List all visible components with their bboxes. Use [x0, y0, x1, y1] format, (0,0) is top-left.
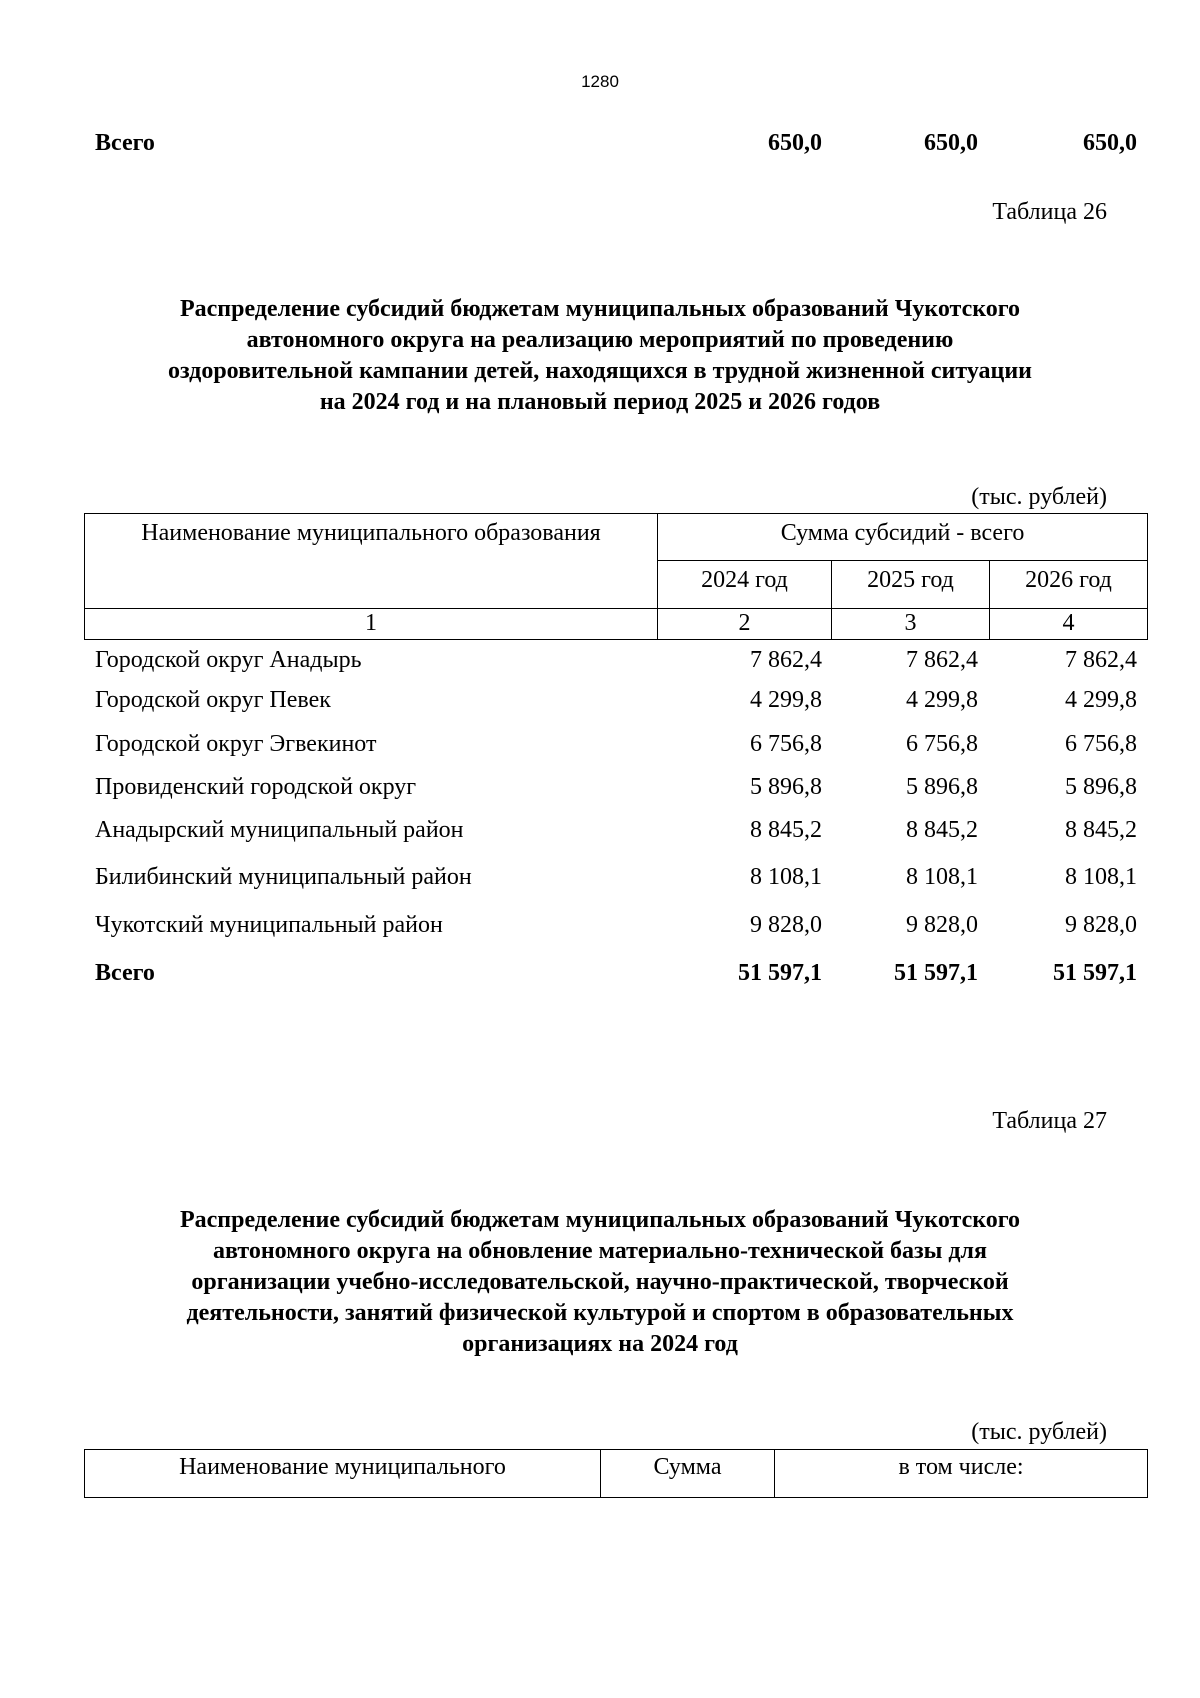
- col-number-1: 1: [85, 609, 658, 640]
- title-line: автономного округа на реализацию мероприятий по проведению: [246, 327, 954, 353]
- total-2025: 51 597,1: [894, 960, 978, 986]
- row-value-2026: 4 299,8: [1065, 687, 1137, 713]
- row-value-2026: 7 862,4: [1065, 647, 1137, 673]
- row-value-2025: 7 862,4: [906, 647, 978, 673]
- table-26-title: [80, 294, 1120, 418]
- title-line: организациях на 2024 год: [462, 1331, 738, 1357]
- header-year-2024: 2024 год: [658, 561, 832, 609]
- row-name: Городской округ Певек: [95, 687, 331, 713]
- col-number-4: 4: [990, 609, 1148, 640]
- row-name: Провиденский городской округ: [95, 774, 417, 800]
- table-26-label: Таблица 26: [992, 199, 1107, 225]
- row-value-2026: 9 828,0: [1065, 912, 1137, 938]
- row-name: Анадырский муниципальный район: [95, 817, 464, 843]
- table-26-header: [84, 513, 1148, 640]
- header-name: Наименование муниципального образования: [85, 514, 658, 609]
- prev-total-label: Всего: [95, 130, 155, 156]
- total-2024: 51 597,1: [738, 960, 822, 986]
- row-value-2026: 8 845,2: [1065, 817, 1137, 843]
- title-line: организации учебно-исследовательской, научно-практической, творческой: [191, 1269, 1009, 1295]
- header-including: в том числе:: [775, 1450, 1148, 1498]
- row-value-2024: 8 108,1: [750, 864, 822, 890]
- row-value-2025: 8 108,1: [906, 864, 978, 890]
- prev-total-2025: 650,0: [924, 130, 978, 156]
- table-26-units: (тыс. рублей): [971, 484, 1107, 510]
- row-value-2024: 4 299,8: [750, 687, 822, 713]
- table-27-label: Таблица 27: [992, 1108, 1107, 1134]
- header-year-2025: 2025 год: [832, 561, 990, 609]
- row-value-2025: 8 845,2: [906, 817, 978, 843]
- row-value-2026: 8 108,1: [1065, 864, 1137, 890]
- page-number: 1280: [581, 72, 619, 91]
- title-line: автономного округа на обновление материально-технической базы для: [213, 1238, 987, 1264]
- table-27-header: [84, 1449, 1148, 1498]
- title-line: Распределение субсидий бюджетам муниципальных образований Чукотского: [179, 1207, 1021, 1233]
- table-27-title: [80, 1205, 1120, 1360]
- title-line: на 2024 год и на плановый период 2025 и 2026 годов: [319, 389, 881, 415]
- title-line: Распределение субсидий бюджетам муниципальных образований Чукотского: [179, 296, 1021, 322]
- header-sum: Сумма субсидий - всего: [658, 514, 1148, 561]
- header-name: Наименование муниципального: [85, 1450, 601, 1498]
- row-value-2025: 6 756,8: [906, 731, 978, 757]
- title-line: оздоровительной кампании детей, находящихся в трудной жизненной ситуации: [167, 358, 1033, 384]
- row-name: Городской округ Анадырь: [95, 647, 362, 673]
- total-2026: 51 597,1: [1053, 960, 1137, 986]
- prev-total-2024: 650,0: [768, 130, 822, 156]
- row-value-2024: 6 756,8: [750, 731, 822, 757]
- row-name: Чукотский муниципальный район: [95, 912, 443, 938]
- row-name: Городской округ Эгвекинот: [95, 731, 377, 757]
- row-value-2024: 7 862,4: [750, 647, 822, 673]
- row-value-2025: 9 828,0: [906, 912, 978, 938]
- row-value-2026: 5 896,8: [1065, 774, 1137, 800]
- header-year-2026: 2026 год: [990, 561, 1148, 609]
- header-sum: Сумма: [601, 1450, 775, 1498]
- row-value-2024: 5 896,8: [750, 774, 822, 800]
- row-value-2025: 5 896,8: [906, 774, 978, 800]
- row-value-2026: 6 756,8: [1065, 731, 1137, 757]
- row-value-2024: 9 828,0: [750, 912, 822, 938]
- row-name: Билибинский муниципальный район: [95, 864, 472, 890]
- total-label: Всего: [95, 960, 155, 986]
- table-27-units: (тыс. рублей): [971, 1419, 1107, 1445]
- row-value-2024: 8 845,2: [750, 817, 822, 843]
- title-line: деятельности, занятий физической культурой и спортом в образовательных: [186, 1300, 1014, 1326]
- prev-total-2026: 650,0: [1083, 130, 1137, 156]
- row-value-2025: 4 299,8: [906, 687, 978, 713]
- col-number-2: 2: [658, 609, 832, 640]
- col-number-3: 3: [832, 609, 990, 640]
